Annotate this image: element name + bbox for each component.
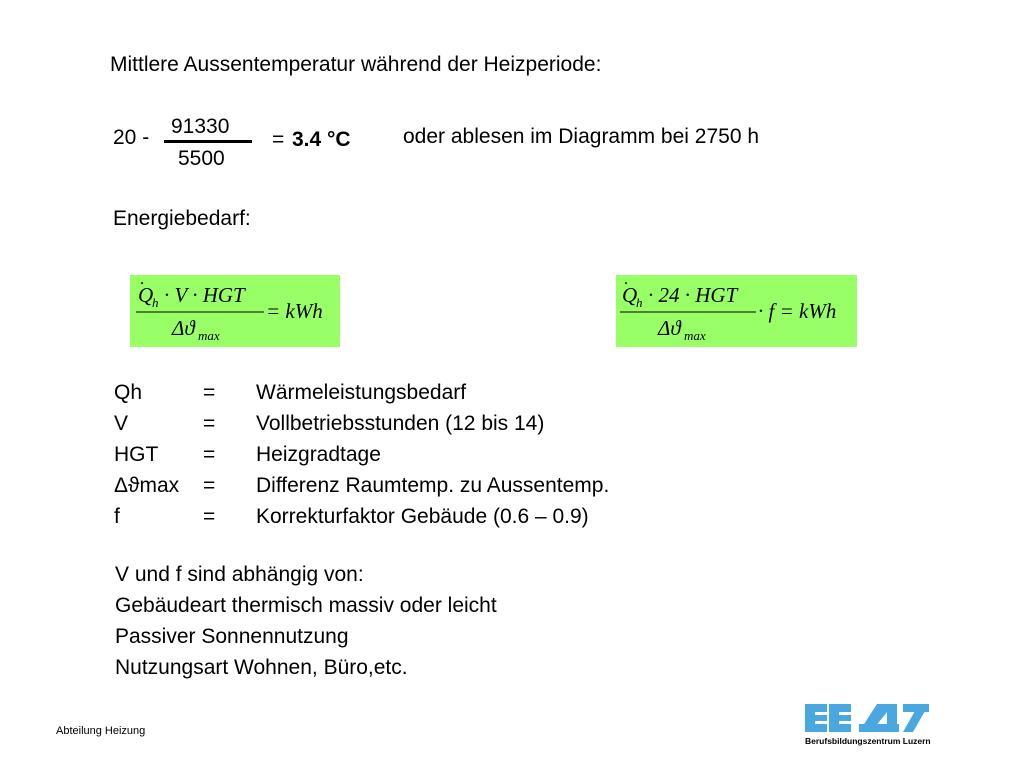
calc-equals: = bbox=[272, 128, 285, 151]
svg-text:.: . bbox=[140, 275, 144, 288]
dependency-line: Nutzungsart Wohnen, Büro,etc. bbox=[115, 656, 408, 679]
definition-symbol: V bbox=[114, 412, 129, 435]
footer-department: Abteilung Heizung bbox=[56, 725, 146, 737]
energy-heading: Energiebedarf: bbox=[113, 207, 251, 230]
formula-right-den: Δϑ bbox=[658, 316, 681, 340]
formula-left-q-sub: h bbox=[152, 295, 159, 310]
page-heading: Mittlere Aussentemperatur während der Heizperiode: bbox=[110, 53, 602, 76]
svg-text:.: . bbox=[624, 275, 628, 288]
dependency-line: V und f sind abhängig von: bbox=[115, 563, 364, 586]
formula-right-q-sub: h bbox=[636, 295, 643, 310]
definition-symbol: Qh bbox=[114, 381, 143, 404]
logo-caption: Berufsbildungszentrum Luzern bbox=[805, 736, 931, 746]
formula-right bbox=[616, 275, 857, 347]
definition-equals: = bbox=[203, 412, 216, 435]
definition-equals: = bbox=[203, 381, 216, 404]
formula-box-left bbox=[130, 275, 340, 347]
formula-right-num: · 24 · HGT bbox=[648, 283, 738, 307]
formula-right-q: Q bbox=[622, 283, 638, 307]
definition-equals: = bbox=[203, 443, 216, 466]
definition-text: Wärmeleistungsbedarf bbox=[256, 381, 467, 404]
calc-note: oder ablesen im Diagramm bei 2750 h bbox=[403, 125, 760, 148]
formula-right-den-sub: max bbox=[684, 328, 706, 343]
calc-prefix: 20 - bbox=[113, 126, 150, 149]
formula-left bbox=[130, 275, 340, 347]
bbz-logo bbox=[803, 700, 933, 750]
formula-right-rhs: · f = kWh bbox=[758, 299, 837, 323]
formula-left-num: · V · HGT bbox=[164, 283, 245, 307]
formula-left-den: Δϑ bbox=[172, 316, 195, 340]
definition-symbol: Δϑmax bbox=[114, 474, 180, 497]
dependency-line: Gebäudeart thermisch massiv oder leicht bbox=[115, 594, 497, 617]
fraction-bar bbox=[164, 140, 252, 143]
definition-text: Korrekturfaktor Gebäude (0.6 – 0.9) bbox=[256, 505, 589, 528]
formula-box-right bbox=[616, 275, 857, 347]
formula-left-den-sub: max bbox=[198, 328, 220, 343]
definition-equals: = bbox=[203, 505, 216, 528]
definition-text: Heizgradtage bbox=[256, 443, 381, 466]
formula-left-q: Q bbox=[138, 283, 154, 307]
definition-text: Vollbetriebsstunden (12 bis 14) bbox=[256, 412, 545, 435]
dependency-line: Passiver Sonnennutzung bbox=[115, 625, 349, 648]
formula-left-rhs: = kWh bbox=[266, 299, 323, 323]
definition-text: Differenz Raumtemp. zu Aussentemp. bbox=[256, 474, 610, 497]
definition-equals: = bbox=[203, 474, 216, 497]
calc-denominator: 5500 bbox=[178, 147, 225, 170]
calc-result: 3.4 °C bbox=[292, 128, 351, 151]
calc-numerator: 91330 bbox=[171, 115, 230, 138]
definition-symbol: HGT bbox=[114, 443, 159, 466]
definition-symbol: f bbox=[114, 505, 120, 528]
